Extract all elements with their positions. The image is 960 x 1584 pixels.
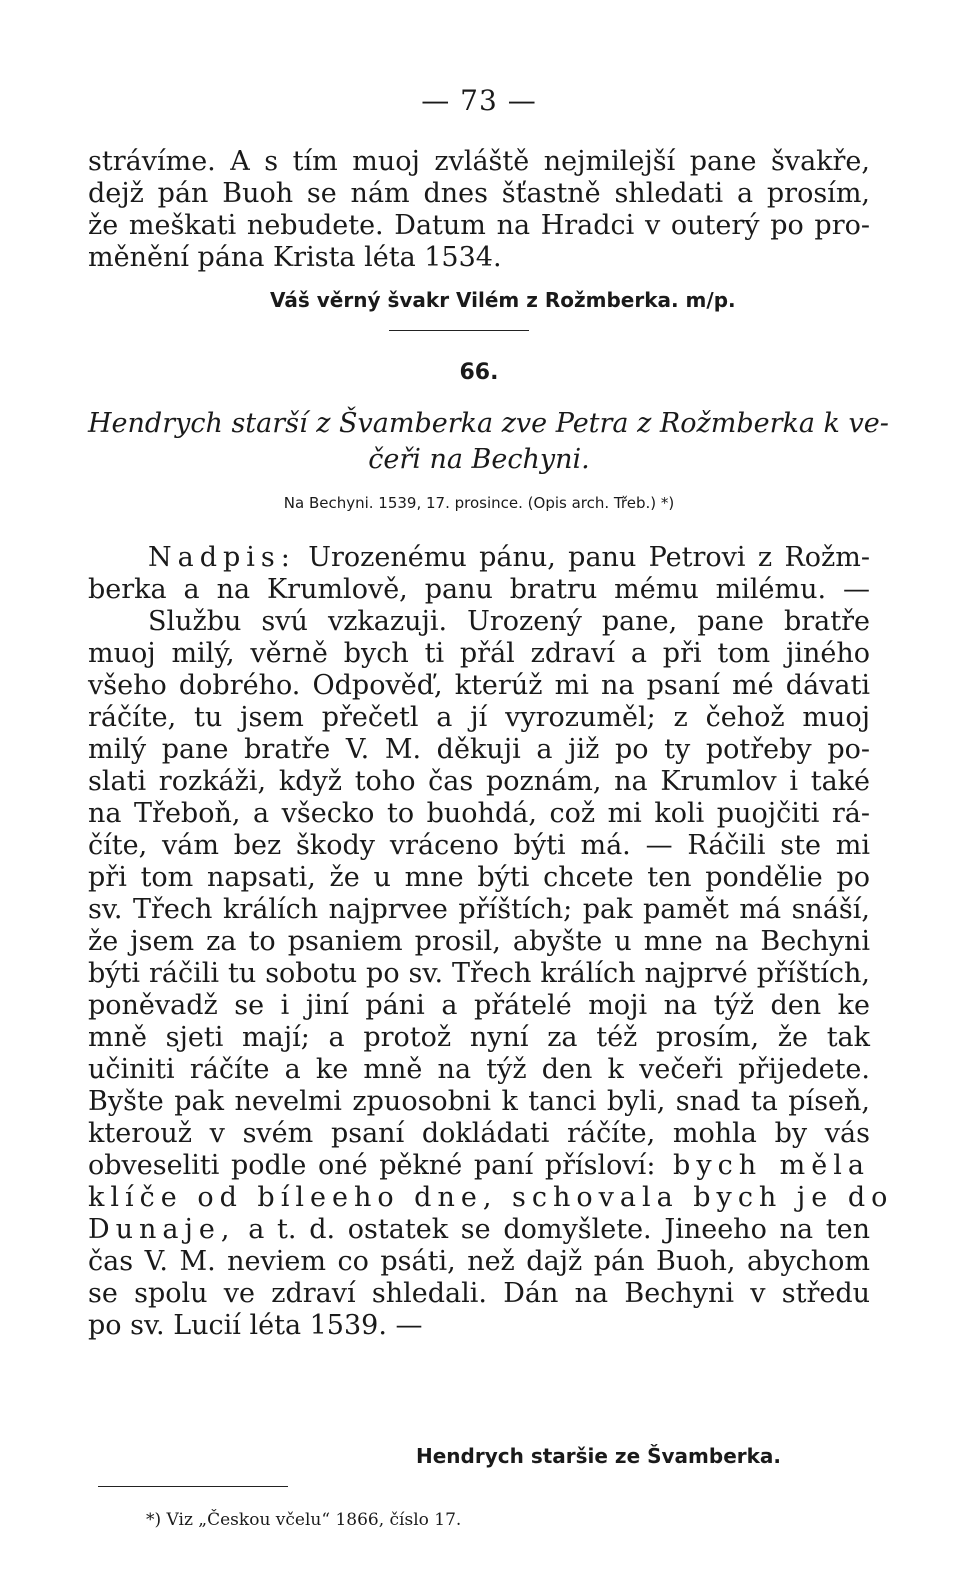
intro-signature: Váš věrný švakr Vilém z Rožmberka. m/p. <box>270 288 736 312</box>
body-line: Byšte pak nevelmi zpuosobni k tanci byli, snad ta píseň, <box>88 1086 870 1117</box>
body-line: mně sjeti mají; a protož nyní za též prosím, že tak <box>88 1022 870 1053</box>
text-line: měnění pána Krista léta 1534. <box>88 242 502 273</box>
letter-heading <box>88 406 889 478</box>
text-line: že meškati nebudete. Datum na Hradci v outerý po pro- <box>88 210 870 241</box>
body-line: slati rozkáži, když toho čas poznám, na Krumlov i také <box>88 766 870 797</box>
proverb-line: klíče od bíleeho dne, schovala bych je do <box>88 1182 894 1213</box>
intro-paragraph <box>88 146 870 274</box>
page-number: — 73 — <box>421 84 537 117</box>
body-text: obveseliti podle oné pěkné paní přísloví: <box>88 1150 656 1181</box>
source-note: Na Bechyni. 1539, 17. prosince. (Opis arch. Třeb.) *) <box>283 494 675 512</box>
section-divider <box>389 330 529 331</box>
body-line: se spolu ve zdraví shledali. Dán na Bechyni v středu <box>88 1278 870 1309</box>
footnote-divider <box>98 1486 288 1487</box>
address-label: Nadpis: <box>148 542 296 573</box>
proverb-text: bych měla <box>655 1150 870 1181</box>
heading-line: čeři na Bechyni. <box>368 444 590 475</box>
text-line: strávíme. A s tím muoj zvláště nejmilejší pane švakře, <box>88 146 870 177</box>
letter-body <box>88 542 894 1342</box>
text-line: dejž pán Buoh se nám dnes šťastně shledati a prosím, <box>88 178 870 209</box>
body-line: že jsem za to psaniem prosil, abyšte u mne na Bechyni <box>88 926 870 957</box>
body-line: býti ráčili tu sobotu po sv. Třech králích najprvé příštích, <box>88 958 870 989</box>
body-line: učiniti ráčíte a ke mně na týž den k večeři přijedete. <box>88 1054 870 1085</box>
address-line: berka a na Krumlově, panu bratru mému milému. — <box>88 574 870 605</box>
body-line: milý pane bratře V. M. děkuji a již po ty potřeby po- <box>88 734 870 765</box>
heading-line: Hendrych starší z Švamberka zve Petra z Rožmberka k ve- <box>88 408 889 439</box>
address-line <box>88 542 870 574</box>
body-line: Službu svú vzkazuji. Urozený pane, pane bratře <box>148 606 870 637</box>
body-line: všeho dobrého. Odpověď, kterúž mi na psaní mé dávati <box>88 670 870 701</box>
body-line: po sv. Lucií léta 1539. — <box>88 1310 423 1341</box>
letter-number: 66. <box>459 360 499 385</box>
body-line: čas V. M. neviem co psáti, než dajž pán Buoh, abychom <box>88 1246 870 1277</box>
letter-signature: Hendrych staršie ze Švamberka. <box>416 1444 782 1468</box>
body-line: sv. Třech králích najprvee příštích; pak pamět má snáší, <box>88 894 870 925</box>
footnote: *) Viz „Českou včelu“ 1866, číslo 17. <box>146 1510 462 1530</box>
body-line: kterouž v svém psaní dokládati ráčíte, mohla by vás <box>88 1118 870 1149</box>
body-line <box>88 1214 870 1246</box>
body-text: a t. d. ostatek se domyšlete. Jineeho na ten <box>235 1214 870 1245</box>
body-line: při tom napsati, že u mne býti chcete ten pondělie po <box>88 862 870 893</box>
body-line: číte, vám bez škody vráceno býti má. — Ráčili ste mi <box>88 830 870 861</box>
proverb-text: Dunaje, <box>88 1214 236 1245</box>
body-line <box>88 1150 870 1182</box>
address-text: Urozenému pánu, panu Petrovi z Rožm- <box>295 542 870 573</box>
body-line: ráčíte, tu jsem přečetl a jí vyrozuměl; z čehož muoj <box>88 702 870 733</box>
body-line: poněvadž se i jiní páni a přátelé moji na týž den ke <box>88 990 870 1021</box>
body-line: na Třeboň, a všecko to buohdá, což mi koli puojčiti rá- <box>88 798 870 829</box>
body-line: muoj milý, věrně bych ti přál zdraví a při tom jiného <box>88 638 870 669</box>
